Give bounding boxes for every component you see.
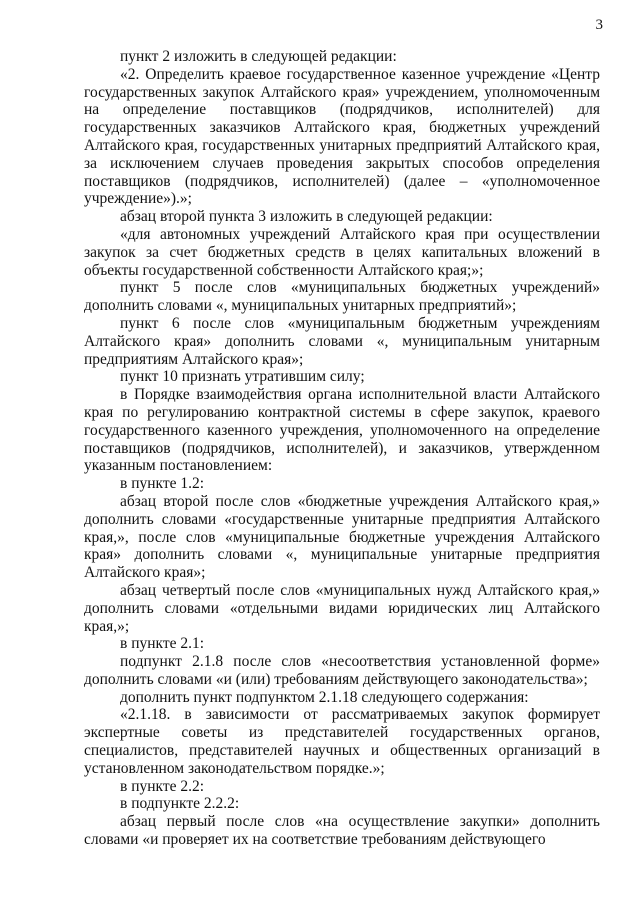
paragraph: дополнить пункт подпунктом 2.1.18 следующего содержания: (120, 688, 529, 706)
paragraph: в пункте 2.1: (120, 635, 205, 653)
paragraph: «для автономных учреждений Алтайского края при осуществлении закупок за счет бюджетных средств в целях капитальных вложений в объекты государственной собственности Алтайского края;»; (84, 225, 600, 279)
paragraph: в пункте 1.2: (120, 475, 205, 493)
page-number: 3 (595, 17, 603, 33)
paragraph: «2.1.18. в зависимости от рассматриваемых закупок формирует экспертные советы из представителей государственных органов, специалистов, представителей научных и общественных организаций в установленном законодательством порядке.»; (84, 706, 600, 777)
paragraph: в подпункте 2.2.2: (120, 795, 240, 813)
paragraph: в пункте 2.2: (120, 777, 205, 795)
paragraph: абзац второй пункта 3 изложить в следующей редакции: (120, 208, 493, 226)
paragraph: пункт 6 после слов «муниципальным бюджетным учреждениям Алтайского края» дополнить словами «, муниципальным унитарным предприятиям Алтайского края»; (84, 314, 600, 368)
paragraph: пункт 5 после слов «муниципальных бюджетных учреждений» дополнить словами «, муниципальных унитарных предприятий»; (84, 279, 600, 315)
paragraph: абзац четвертый после слов «муниципальных нужд Алтайского края,» дополнить словами «отдельными видами юридических лиц Алтайского края,»; (84, 581, 600, 635)
paragraph: пункт 10 признать утратившим силу; (120, 368, 365, 386)
paragraph: пункт 2 изложить в следующей редакции: (120, 48, 397, 65)
document-body (84, 48, 600, 849)
paragraph: абзац первый после слов «на осуществление закупки» дополнить словами «и проверяет их на соответствие требованиям действующего (84, 813, 600, 849)
paragraph: в Порядке взаимодействия органа исполнительной власти Алтайского края по регулированию контрактной системы в сфере закупок, краевого государственного казенного учреждения, уполномоченного на определение поставщиков (подрядчиков, исполнителей), и заказчиков, утвержденном указанным постановлением: (84, 386, 600, 475)
paragraph: абзац второй после слов «бюджетные учреждения Алтайского края,» дополнить словами «государственные унитарные предприятия Алтайского края,», после слов «муниципальные бюджетные учреждения Алтайского края» дополнить словами «, муниципальные унитарные предприятия Алтайского края»; (84, 492, 600, 582)
paragraph: подпункт 2.1.8 после слов «несоответствия установленной форме» дополнить словами «и (или) требованиям действующего законодательства»; (84, 653, 600, 688)
paragraph: «2. Определить краевое государственное казенное учреждение «Центр государственных закупок Алтайского края» учреждением, уполномоченным на определение поставщиков (подрядчиков, исполнителей) для государственных заказчиков Алтайского края, бюджетных учреждений Алтайского края, государственных унитарных предприятий Алтайского края, за исключением случаев проведения закрытых способов определения поставщиков (подрядчиков, исполнителей) (далее – «уполномоченное учреждение»).»; (84, 65, 600, 208)
